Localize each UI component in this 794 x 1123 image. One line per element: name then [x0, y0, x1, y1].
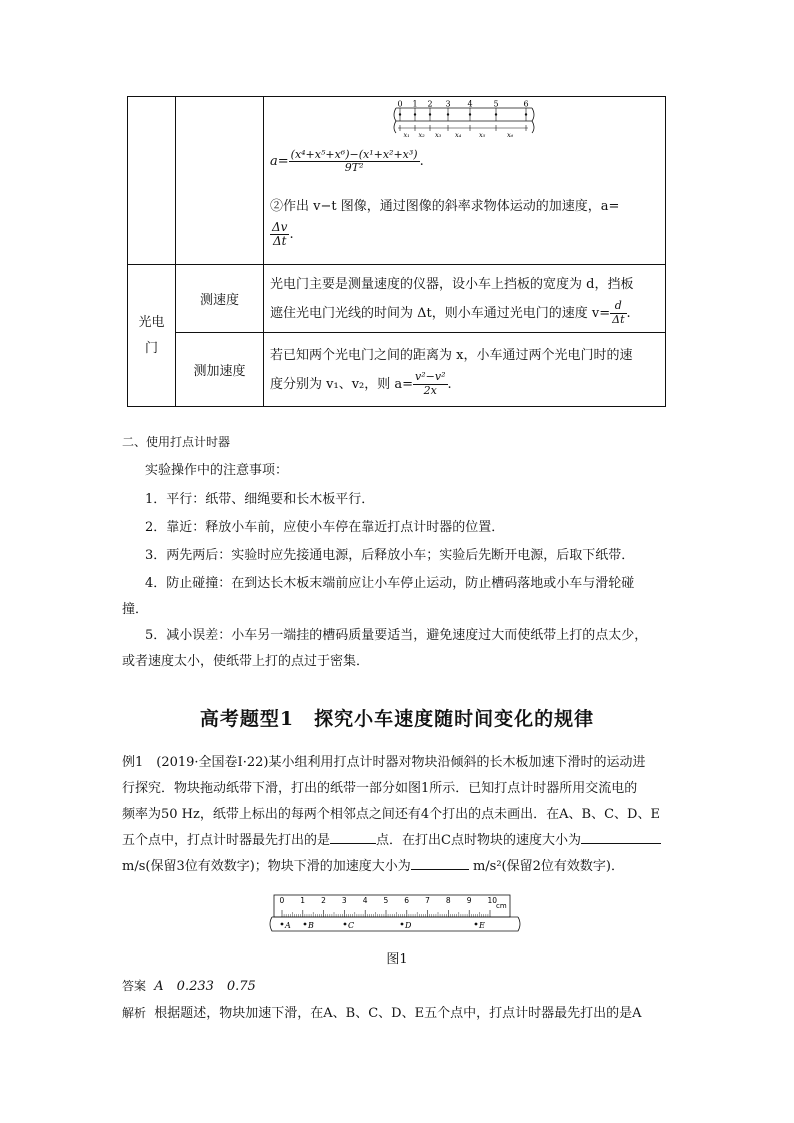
row-label-velocity: 测速度	[176, 265, 264, 333]
note-item: 5．减小误差：小车另一端挂的槽码质量要适当，避免速度过大而使纸带上打的点太少，	[145, 628, 648, 643]
table-row: 光电门 测速度 光电门主要是测量速度的仪器，设小车上挡板的宽度为 d，挡板 遮住光电门光线的时间为 Δt，则小车通过光电门的速度 v= $\frac{d}{\Delta t}$ .	[128, 265, 666, 333]
table-cell	[128, 97, 176, 265]
segment-label: x₆	[507, 131, 514, 139]
section-title: 二、使用打点计时器	[122, 435, 231, 449]
segment-label: x₂	[418, 131, 425, 139]
example-line: 五个点中，打点计时器最先打出的是	[122, 833, 331, 848]
tape-point-label: A	[285, 921, 291, 930]
table-cell-formula: 0 1 2 3 4 5 6 x₁ x₂ x₃ x₄ x₅ x₆ a= $\frac{\text{(x⁴+x⁵+x⁶)−(x¹+x²+x³)}}{\text{9T²}}$ . ②作出 v−t 图像，通过图像的斜率求物体运动的加速度，a= $\frac{\Delta v}{\Delta t}$ .	[264, 97, 666, 265]
example-line: m/s(保留3位有效数字)；物块下滑的加速度大小为	[122, 859, 411, 874]
tape-tick-label: 3	[445, 99, 451, 109]
ruler-tick-label: 9	[466, 896, 472, 905]
method2-text: ②作出 v−t 图像，通过图像的斜率求物体运动的加速度，a=	[270, 199, 620, 214]
tape-tick-label: 1	[412, 99, 418, 109]
tape-point	[281, 923, 284, 926]
tape-point	[475, 923, 478, 926]
answer-label: 答案	[122, 979, 147, 993]
segment-label: x₄	[455, 131, 462, 139]
tape-dot	[469, 113, 471, 115]
tape-dot	[495, 113, 497, 115]
tape-diagram-small	[388, 99, 538, 139]
ruler-tick-label: 1	[300, 896, 306, 905]
row-label-acceleration: 测加速度	[176, 333, 264, 407]
acceleration-line-1: 若已知两个光电门之间的距离为 x，小车通过两个光电门时的速	[270, 347, 633, 363]
tape-point-label: B	[308, 921, 314, 930]
tape-tick-label: 2	[427, 99, 433, 109]
ruler-tick-label: 2	[321, 896, 326, 905]
note-item-cont: 或者速度太小，使纸带上打的点过于密集．	[122, 654, 370, 669]
tape-point	[304, 923, 307, 926]
tape-tick-label: 6	[523, 99, 529, 109]
table-row: 测加速度 若已知两个光电门之间的距离为 x，小车通过两个光电门时的速 度分别为 v₁、v₂，则 a= $\frac{\text{v²−v²}}{2x}$ .	[128, 333, 666, 407]
table-cell	[176, 97, 264, 265]
ruler-tick-label: 3	[341, 896, 347, 905]
tape-tick-label: 4	[467, 99, 473, 109]
formula-denominator: 9T²	[344, 161, 364, 175]
figure-caption: 图1	[386, 952, 408, 967]
answer-blank-2[interactable]	[581, 843, 661, 844]
group-label-photogate: 光电门	[128, 265, 176, 407]
analysis-label: 解析	[122, 1006, 147, 1020]
acceleration-numerator: v²−v²	[415, 370, 446, 384]
section-heading: 高考题型1 探究小车速度随时间变化的规律	[199, 708, 595, 730]
ruler-tick-label: 10	[487, 896, 498, 905]
answer-blank-1[interactable]	[330, 843, 376, 844]
note-item: 1．平行：纸带、细绳要和长木板平行．	[145, 492, 375, 507]
example-line: 点．在打出C点时物块的速度大小为	[376, 833, 581, 848]
velocity-line-1: 光电门主要是测量速度的仪器，设小车上挡板的宽度为 d，挡板	[270, 276, 634, 292]
formula-numerator: (x⁴+x⁵+x⁶)−(x¹+x²+x³)	[290, 148, 418, 161]
example-line: 例1 (2019·全国卷Ⅰ·22)某小组利用打点计时器对物块沿倾斜的长木板加速下滑时的运动进	[122, 755, 646, 770]
example-line: m/s²(保留2位有效数字)．	[472, 859, 624, 874]
example-line: 频率为50 Hz，纸带上标出的每两个相邻点之间还有4个打出的点未画出．在A、B、C、D、E	[122, 807, 660, 822]
velocity-line-2: 遮住光电门光线的时间为 Δt，则小车通过光电门的速度 v=	[270, 305, 611, 321]
analysis-text: 根据题述，物块加速下滑，在A、B、C、D、E五个点中，打点计时器最先打出的是A	[154, 1006, 642, 1021]
acceleration-denominator: 2x	[423, 383, 437, 397]
acceleration-line-2: 度分别为 v₁、v₂，则 a=	[270, 376, 414, 392]
method-table	[127, 96, 666, 407]
segment-label: x₁	[403, 131, 410, 139]
note-item-cont: 撞．	[122, 602, 149, 617]
method2-numerator: Δv	[272, 220, 288, 234]
tape-point	[344, 923, 347, 926]
ruler-tick-label: 4	[362, 896, 368, 905]
section-intro: 实验操作中的注意事项：	[145, 463, 289, 478]
answer-blank-3[interactable]	[411, 869, 469, 870]
tape-dot	[429, 113, 431, 115]
velocity-denominator: Δt	[612, 312, 625, 326]
example-line: 行探究．物块拖动纸带下滑，打出的纸带一部分如图1所示．已知打点计时器所用交流电的	[122, 781, 638, 796]
method2-denominator: Δt	[272, 234, 287, 249]
ruler-tick-label: 0	[279, 896, 285, 905]
tape-point-label: C	[348, 921, 355, 930]
ruler-tick-label: 8	[445, 896, 451, 905]
segment-label: x₃	[435, 131, 442, 139]
segment-label: x₅	[479, 131, 486, 139]
tape-tick-label: 0	[397, 99, 403, 109]
tape-tick-label: 5	[493, 99, 499, 109]
note-item: 2．靠近：释放小车前，应使小车停在靠近打点计时器的位置．	[145, 520, 505, 535]
ruler-tick-label: 7	[425, 896, 430, 905]
ruler-unit: cm	[496, 902, 507, 910]
tape-point-label: E	[479, 921, 485, 930]
answer-text: A 0.233 0.75	[154, 979, 256, 994]
tape-dot	[399, 113, 401, 115]
tape-dot	[414, 113, 416, 115]
ruler-tick-label: 6	[404, 896, 410, 905]
tape-dot	[525, 113, 527, 115]
note-item: 4．防止碰撞：在到达长木板末端前应让小车停止运动，防止槽码落地或小车与滑轮碰	[145, 576, 635, 591]
tape-dot	[447, 113, 449, 115]
table-row	[128, 97, 666, 265]
ruler-tape-figure	[266, 893, 528, 941]
formula-prefix: a=	[270, 154, 289, 170]
ruler-tick-label: 5	[383, 896, 389, 905]
note-item: 3．两先两后：实验时应先接通电源，后释放小车；实验后先断开电源，后取下纸带．	[145, 548, 635, 563]
velocity-numerator: d	[610, 300, 626, 313]
tape-point-label: D	[405, 921, 412, 930]
tape-point	[401, 923, 404, 926]
